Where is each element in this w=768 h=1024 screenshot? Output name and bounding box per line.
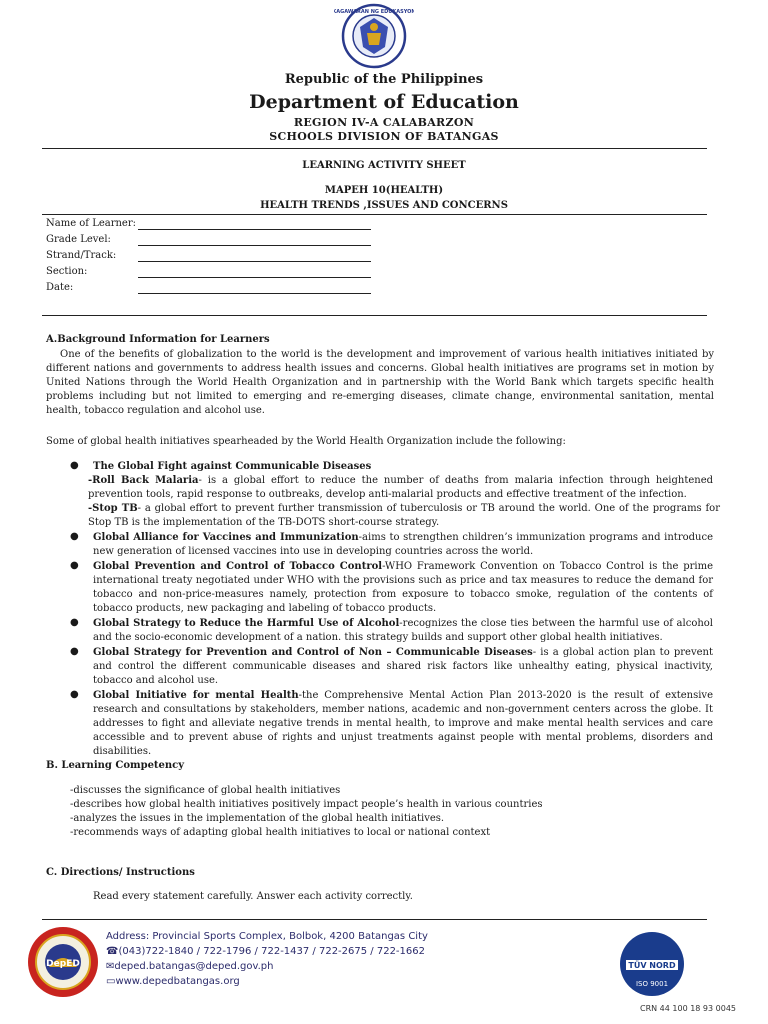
deped-seal-logo [334,3,414,69]
initiative-item [88,502,720,530]
directions-text: Read every statement carefully. Answer each activity correctly. [93,891,413,902]
sheet-title: LEARNING ACTIVITY SHEET [302,160,466,171]
form-label: Grade Level: [46,234,111,245]
initiative-text: -the Comprehensive Mental Action Plan 2013-2020 is the result of extensive research and consultations by stakeholders, member nations, academic and non-government centers across the globe. It addresses to fight and alleviate negative trends in mental health, to improve and make mental health services and care accessible and to prevent abuse of rights and unjust treatments against people with mental problems, disorders and disabilities. [93,690,713,757]
footer-email-row [106,961,273,972]
initiative-item [93,531,713,559]
initiative-item [93,460,713,474]
title-divider [42,214,707,215]
initiative-item [93,689,713,759]
initiative-text: - is a global effort to reduce the number of deaths from malaria infection through heightened prevention tools, rapid response to outbreaks, develop anti-malarial products and effective treatment of the infection. [88,475,714,500]
footer-email[interactable]: deped.batangas@deped.gov.ph [114,961,274,972]
division-label: SCHOOLS DIVISION OF BATANGAS [269,130,499,143]
form-label: Section: [46,266,88,277]
bullet-dot: ● [70,689,79,700]
crn-code: CRN 44 100 18 93 0045 [640,1004,737,1013]
header-divider [42,148,707,149]
initiative-item [93,646,713,688]
tuv-text: TÜV NORD [628,961,676,970]
initiative-item [93,560,713,616]
section-input-line[interactable] [138,277,371,278]
section-a-intro: Some of global health initiatives spearheaded by the World Health Organization include the following: [46,436,566,447]
initiative-text: -recognizes the close ties between the harmful use of alcohol and the socio-economic development of a nation. this strategy builds and support other global health initiatives. [93,618,713,643]
initiative-text: - is a global action plan to prevent and control the different communicable diseases and shared risk factors like unhealthy eating, physical inactivity, tobacco and alcohol use. [93,647,713,686]
grade-input-line[interactable] [138,245,371,246]
section-a-heading: A.Background Information for Learners [46,334,270,345]
date-input-line[interactable] [138,293,371,294]
strand-input-line[interactable] [138,261,371,262]
competency-item: -recommends ways of adapting global health initiatives to local or national context [70,827,491,838]
bullet-dot: ● [70,617,79,628]
bullet-dot: ● [70,646,79,657]
section-b-heading: B. Learning Competency [46,760,185,771]
footer-address: Address: Provincial Sports Complex, Bolbok, 4200 Batangas City [106,931,428,942]
form-label: Name of Learner: [46,218,136,229]
footer-website[interactable]: www.depedbatangas.org [115,976,240,987]
competency-item: -describes how global health initiatives positively impact people’s health in various countries [70,799,543,810]
sheet-topic: HEALTH TRENDS ,ISSUES AND CONCERNS [260,200,508,211]
region-label: REGION IV-A CALABARZON [293,116,475,129]
initiative-text: -aims to strengthen children’s immunization programs and introduce new generation of licensed vaccines into use in developing countries across the world. [93,532,713,557]
name-input-line[interactable] [138,229,371,230]
footer-web-row [106,976,240,987]
section-a-paragraph: One of the benefits of globalization to the world is the development and improvement of various health initiatives initiated by different nations and governments to address health issues and concerns. Global health initiatives are programs set in motion by United Nations through the World Health Organization and in partnership with the World Bank which targets specific health problems including but not limited to emerging and re-emerging diseases, climate change, environmental sanitation, mental health, tobacco regulation and alcohol use. [46,349,714,416]
initiative-text: -WHO Framework Convention on Tobacco Control is the prime international treaty negotiated under WHO with the provisions such as price and tax measures to reduce the demand for tobacco and non-price-measures namely, protection from exposure to tobacco smoke, regulation of the contents of tobacco products, new packaging and labeling of tobacco products. [93,561,713,614]
initiative-title: Global Strategy to Reduce the Harmful Use of Alcohol [93,618,400,629]
footer-phone: (043)722-1840 / 722-1796 / 722-1437 / 722-2675 / 722-1662 [118,946,425,957]
initiative-text: - a global effort to prevent further transmission of tuberculosis or TB around the world. One of the programs for Stop TB is the implementation of the TB-DOTS short-course strategy. [88,503,720,528]
form-label: Strand/Track: [46,250,117,261]
initiative-title: -Roll Back Malaria [88,475,199,486]
initiative-title: Global Strategy for Prevention and Control of Non – Communicable Diseases [93,647,533,658]
deped-logo-text: DepED [46,959,80,969]
department-title: Department of Education [249,91,519,113]
competency-item: -discusses the significance of global health initiatives [70,785,341,796]
section-c-heading: C. Directions/ Instructions [46,867,195,878]
initiative-title: -Stop TB [88,503,138,514]
bullet-dot: ● [70,531,79,542]
svg-text:KAGAWARAN NG EDUKASYON: KAGAWARAN NG EDUKASYON [334,9,414,15]
phone-icon: ☎ [106,946,119,957]
footer-divider [42,919,707,920]
competency-item: -analyzes the issues in the implementation of the global health initiatives. [70,813,445,824]
bullet-dot: ● [70,460,79,471]
computer-icon: ▭ [106,976,116,987]
deped-batangas-logo [26,925,100,999]
initiative-title: The Global Fight against Communicable Diseases [93,461,372,472]
footer-phone-row [106,946,425,957]
mail-icon: ✉ [106,961,115,972]
republic-heading: Republic of the Philippines [284,72,484,87]
initiative-title: Global Initiative for mental Health [93,690,299,701]
tuv-nord-iso-logo [618,930,686,998]
form-divider [42,315,707,316]
sheet-subject: MAPEH 10(HEALTH) [324,185,444,196]
initiative-title: Global Prevention and Control of Tobacco Control [93,561,383,572]
bullet-dot: ● [70,560,79,571]
initiative-title: Global Alliance for Vaccines and Immunization [93,532,359,543]
initiative-item [93,617,713,645]
initiative-item [88,474,713,502]
form-label: Date: [46,282,74,293]
iso-text: ISO 9001 [635,980,669,988]
